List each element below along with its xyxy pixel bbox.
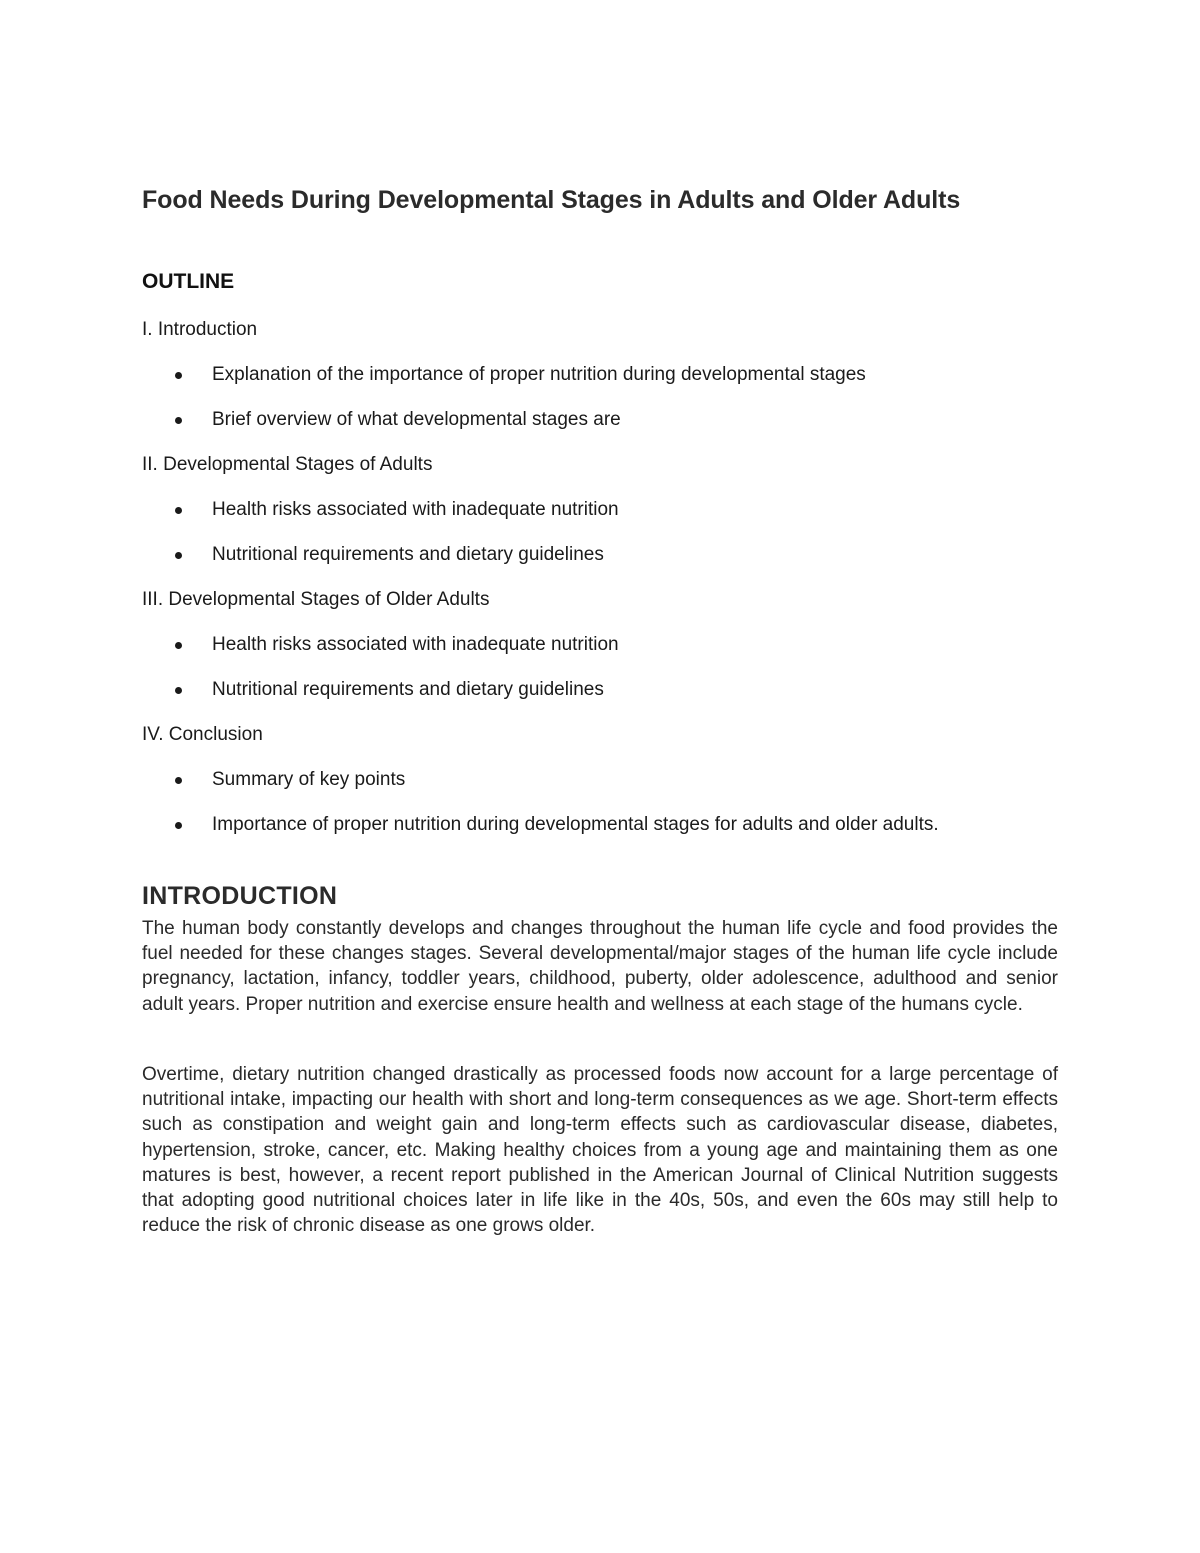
- outline-section: [142, 721, 1058, 839]
- bullet-icon: [175, 777, 182, 784]
- bullet-icon: [175, 687, 182, 694]
- bullet-icon: [175, 507, 182, 514]
- outline-bullet-item: [142, 406, 1058, 434]
- bullet-icon: [175, 822, 182, 829]
- outline-bullet-text: Brief overview of what developmental stages are: [212, 409, 621, 430]
- outline-bullet-list: [142, 631, 1058, 704]
- outline-bullet-item: [142, 631, 1058, 659]
- outline-bullet-item: [142, 811, 1058, 839]
- outline-section-label: II. Developmental Stages of Adults: [142, 454, 433, 475]
- outline-section: [142, 586, 1058, 704]
- introduction-paragraph: Overtime, dietary nutrition changed drastically as processed foods now account for a large percentage of nutritional intake, impacting our health with short and long-term consequences as we age. Short-term effects such as constipation and weight gain and long-term effects such as cardiovascular disease, diabetes, hypertension, stroke, cancer, etc. Making healthy choices from a young age and maintaining them as one matures is best, however, a recent report published in the American Journal of Clinical Nutrition suggests that adopting good nutritional choices later in life like in the 40s, 50s, and even the 60s may still help to reduce the risk of chronic disease as one grows older.: [142, 1064, 1058, 1237]
- outline-bullet-item: [142, 361, 1058, 389]
- bullet-icon: [175, 642, 182, 649]
- outline-bullet-item: [142, 766, 1058, 794]
- outline: [142, 316, 1058, 856]
- bullet-icon: [175, 372, 182, 379]
- outline-bullet-text: Health risks associated with inadequate nutrition: [212, 634, 619, 655]
- outline-section-label: IV. Conclusion: [142, 724, 263, 745]
- document-title: Food Needs During Developmental Stages in Adults and Older Adults: [142, 186, 961, 214]
- bullet-icon: [175, 417, 182, 424]
- outline-bullet-list: [142, 361, 1058, 434]
- outline-heading: OUTLINE: [142, 270, 235, 293]
- bullet-icon: [175, 552, 182, 559]
- outline-bullet-text: Nutritional requirements and dietary guidelines: [212, 679, 604, 700]
- outline-bullet-text: Nutritional requirements and dietary guidelines: [212, 544, 604, 565]
- outline-section-label: I. Introduction: [142, 319, 258, 340]
- outline-section: [142, 316, 1058, 434]
- outline-bullet-item: [142, 541, 1058, 569]
- introduction-heading: INTRODUCTION: [142, 882, 338, 910]
- introduction-paragraph: The human body constantly develops and changes throughout the human life cycle and food provides the fuel needed for these changes stages. Several developmental/major stages of the human life cycle include pregnancy, lactation, infancy, toddler years, childhood, puberty, older adolescence, adulthood and senior adult years. Proper nutrition and exercise ensure health and wellness at each stage of the humans cycle.: [142, 918, 1058, 1015]
- outline-bullet-item: [142, 676, 1058, 704]
- outline-bullet-list: [142, 766, 1058, 839]
- outline-bullet-item: [142, 496, 1058, 524]
- outline-section: [142, 451, 1058, 569]
- outline-bullet-text: Explanation of the importance of proper nutrition during developmental stages: [212, 364, 866, 385]
- outline-bullet-list: [142, 496, 1058, 569]
- outline-bullet-text: Importance of proper nutrition during developmental stages for adults and older adults.: [212, 814, 939, 835]
- outline-bullet-text: Summary of key points: [212, 769, 406, 790]
- outline-section-label: III. Developmental Stages of Older Adults: [142, 589, 490, 610]
- outline-bullet-text: Health risks associated with inadequate nutrition: [212, 499, 619, 520]
